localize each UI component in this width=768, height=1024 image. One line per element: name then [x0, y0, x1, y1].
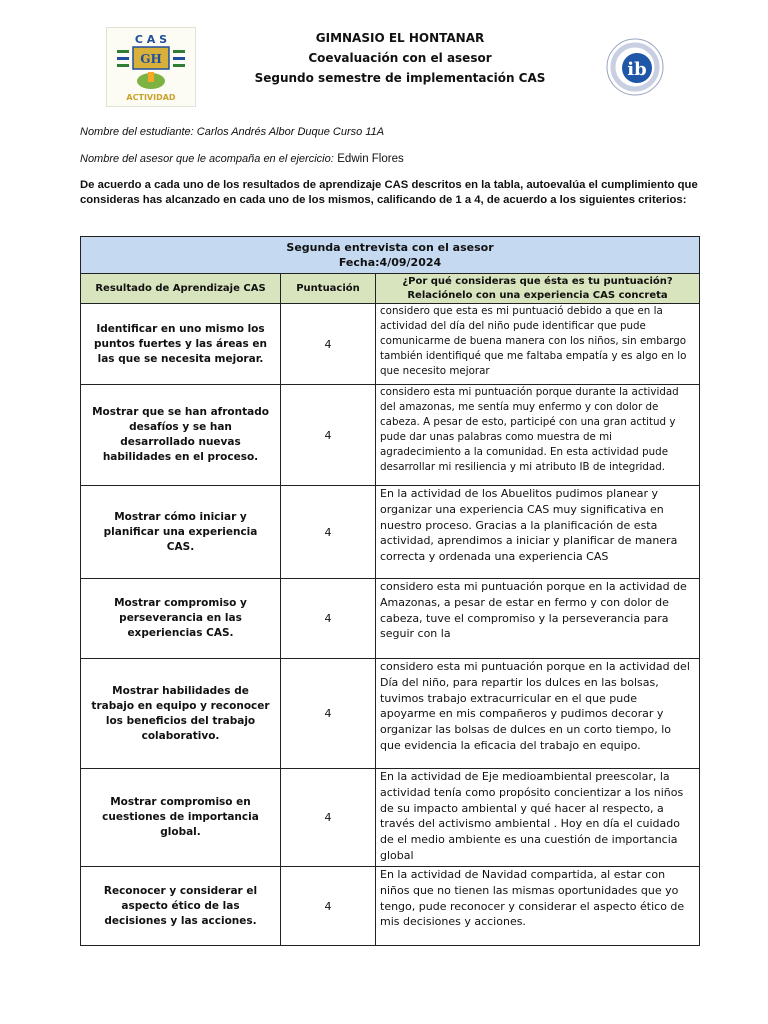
advisor-label: Nombre del asesor que le acompaña en el ejercicio: [80, 153, 334, 165]
score-cell: 4 [281, 304, 376, 385]
outcome-cell: Mostrar que se han afrontado desafíos y se han desarrollado nuevas habilidades en el proceso. [81, 385, 281, 486]
score-cell: 4 [281, 769, 376, 867]
reason-cell: considero esta mi puntuación porque en la actividad de Amazonas, a pesar de estar en fermo y con dolor de cabeza, tuve el compromiso y la perseverancia para seguir con la [376, 579, 700, 659]
column-header-score: Puntuación [281, 274, 376, 304]
table-row [81, 385, 700, 486]
reason-cell: En la actividad de Navidad compartida, al estar con niños que no tienen las mismas oportunidades que yo tengo, pude reconocer y considerar el aspecto ético de mis decisiones y acciones. [376, 867, 700, 946]
outcome-cell: Mostrar habilidades de trabajo en equipo y reconocer los beneficios del trabajo colaborativo. [81, 659, 281, 769]
table-row [81, 659, 700, 769]
outcome-cell: Mostrar compromiso en cuestiones de importancia global. [81, 769, 281, 867]
school-cas-logo [106, 27, 196, 107]
table-row [81, 867, 700, 946]
advisor-name: Edwin Flores [337, 153, 404, 165]
student-line: Nombre del estudiante: Carlos Andrés Albor Duque Curso 11A [80, 126, 385, 138]
table-title-cell [81, 237, 700, 274]
column-header-outcome: Resultado de Aprendizaje CAS [81, 274, 281, 304]
table-row [81, 304, 700, 385]
table-row [81, 486, 700, 579]
column-header-reason: ¿Por qué consideras que ésta es tu puntuación? Relaciónelo con una experiencia CAS concreta [376, 274, 700, 304]
advisor-line [80, 152, 404, 165]
table-row [81, 579, 700, 659]
score-cell: 4 [281, 579, 376, 659]
score-cell: 4 [281, 659, 376, 769]
ib-logo [600, 37, 670, 97]
reason-cell: En la actividad de Eje medioambiental preescolar, la actividad tenía como propósito concientizar a los niños de su impacto ambiental y qué hacer al respecto, a través del activismo ambiental . Hoy en día el cuidado de el medio ambiente es una cuestión de importancia global [376, 769, 700, 867]
outcome-cell: Identificar en uno mismo los puntos fuertes y las áreas en las que se necesita mejorar. [81, 304, 281, 385]
school-name: GIMNASIO EL HONTANAR [315, 31, 485, 45]
svg-text:ib: ib [627, 59, 647, 80]
outcome-cell: Mostrar cómo iniciar y planificar una experiencia CAS. [81, 486, 281, 579]
score-cell: 4 [281, 867, 376, 946]
reason-cell: considero que esta es mi puntuació debido a que en la actividad del día del niño pude identificar que pude comunicarme de buena manera con los niños, sin embargo también identifiqué que me faltaba empatía y es algo en lo que necesito mejorar [376, 304, 700, 385]
score-cell: 4 [281, 385, 376, 486]
outcome-cell: Mostrar compromiso y perseverancia en las experiencias CAS. [81, 579, 281, 659]
instructions-text: De acuerdo a cada uno de los resultados de aprendizaje CAS descritos en la tabla, autoevalúa el cumplimiento que consideras has alcanzado en cada uno de los mismos, calificando de 1 a 4, de acuerdo a los siguientes criterios: [80, 179, 698, 206]
score-cell: 4 [281, 486, 376, 579]
reason-cell: considero esta mi puntuación porque en la actividad del Día del niño, para repartir los dulces en las bolsas, tuvimos trabajo extracurricular en el que pude apoyarme en mis compañeros y pudimos decorar y organizar las bolsas de dulces en un corto tiempo, lo que evidencia la eficacia del trabajo en equipo. [376, 659, 700, 769]
table-date: Fecha:4/09/2024 [338, 256, 442, 269]
table-header-row [81, 274, 700, 304]
document-header [200, 28, 600, 88]
svg-text:GH: GH [140, 52, 162, 66]
svg-text:ACTIVIDAD: ACTIVIDAD [126, 93, 176, 102]
table-row [81, 769, 700, 867]
semester-title: Segundo semestre de implementación CAS [254, 71, 546, 85]
reason-cell: En la actividad de los Abuelitos pudimos planear y organizar una experiencia CAS muy significativa en nuestro proceso. Gracias a la planificación de esta actividad, aprendimos a iniciar y planificar de manera correcta y ordenada una experiencia CAS [376, 486, 700, 579]
table-title: Segunda entrevista con el asesor [286, 241, 494, 254]
svg-text:C A S: C A S [134, 33, 168, 46]
reason-cell: considero esta mi puntuación porque durante la actividad del amazonas, me sentía muy enfermo y con dolor de cabeza. A pesar de esto, participé con una gran actitud y pude dar unas palabras como muestra de mi agradecimiento a la comunidad. En esta actividad pude desarrollar mi resiliencia y mi atributo IB de integridad. [376, 385, 700, 486]
document-subtitle: Coevaluación con el asesor [308, 51, 492, 65]
outcome-cell: Reconocer y considerar el aspecto ético de las decisiones y las acciones. [81, 867, 281, 946]
evaluation-table [80, 236, 700, 946]
table-title-row [81, 237, 700, 274]
